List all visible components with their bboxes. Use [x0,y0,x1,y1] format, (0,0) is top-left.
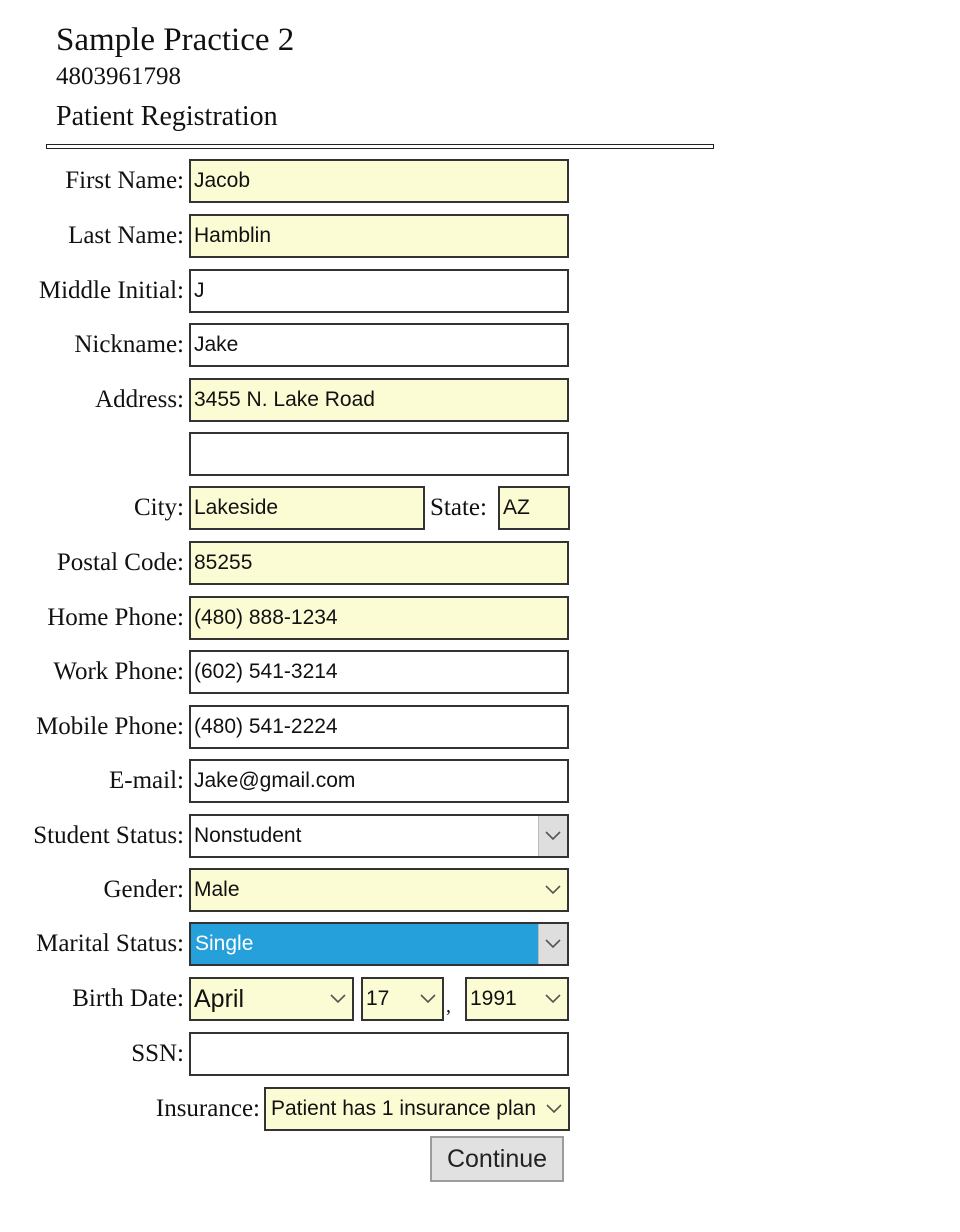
mobile-phone-input[interactable]: (480) 541-2224 [189,705,569,749]
student-status-label: Student Status: [33,822,184,849]
home-phone-input[interactable]: (480) 888-1234 [189,596,569,640]
home-phone-label: Home Phone: [47,604,184,631]
gender-label: Gender: [103,876,184,903]
work-phone-label: Work Phone: [53,658,184,685]
marital-status-value: Single [191,924,538,964]
state-input[interactable]: AZ [498,486,570,530]
address-label: Address: [95,386,184,413]
city-label: City: [133,494,184,521]
email-input[interactable]: Jake@gmail.com [189,759,569,803]
chevron-down-icon[interactable] [414,979,442,1019]
chevron-down-icon[interactable] [539,979,567,1019]
marital-status-label: Marital Status: [36,930,184,957]
mobile-phone-label: Mobile Phone: [36,713,184,740]
postal-code-input[interactable]: 85255 [189,541,569,585]
birth-year-select[interactable] [465,977,569,1021]
city-input[interactable]: Lakeside [189,486,425,530]
page-title: Patient Registration [56,101,278,132]
chevron-down-icon[interactable] [324,979,352,1019]
birth-day-select[interactable] [361,977,444,1021]
practice-name: Sample Practice 2 [56,22,295,58]
ssn-label: SSN: [131,1040,184,1067]
birth-month-select[interactable] [189,977,354,1021]
insurance-value: Patient has 1 insurance plan [271,1097,537,1120]
continue-button[interactable]: Continue [430,1136,564,1182]
birth-month-value: April [194,985,245,1013]
gender-select[interactable] [189,868,569,912]
birth-date-label: Birth Date: [72,985,184,1012]
chevron-down-icon[interactable] [538,816,567,856]
marital-status-select[interactable] [189,922,569,966]
insurance-select[interactable] [264,1087,570,1131]
address-line2-input[interactable] [189,432,569,476]
postal-code-label: Postal Code: [56,549,184,576]
ssn-input[interactable] [189,1032,569,1076]
middle-initial-label: Middle Initial: [38,277,184,304]
middle-initial-input[interactable]: J [189,269,569,313]
nickname-label: Nickname: [74,331,184,358]
email-label: E-mail: [109,767,184,794]
last-name-label: Last Name: [68,222,184,249]
insurance-label: Insurance: [155,1095,260,1122]
address-line1-input[interactable]: 3455 N. Lake Road [189,378,569,422]
nickname-input[interactable]: Jake [189,323,569,367]
first-name-input[interactable]: Jacob [189,159,569,203]
gender-value: Male [194,878,240,901]
header-divider [46,144,714,149]
birth-day-value: 17 [366,987,390,1010]
work-phone-input[interactable]: (602) 541-3214 [189,650,569,694]
state-label: State: [430,494,487,521]
chevron-down-icon[interactable] [539,870,567,910]
birth-year-value: 1991 [470,987,517,1010]
student-status-value: Nonstudent [194,824,302,847]
chevron-down-icon[interactable] [538,924,567,964]
last-name-input[interactable]: Hamblin [189,214,569,258]
chevron-down-icon[interactable] [540,1089,568,1129]
first-name-label: First Name: [65,167,184,194]
practice-phone: 4803961798 [56,63,181,90]
student-status-select[interactable] [189,814,569,858]
birth-date-separator: , [446,995,451,1017]
